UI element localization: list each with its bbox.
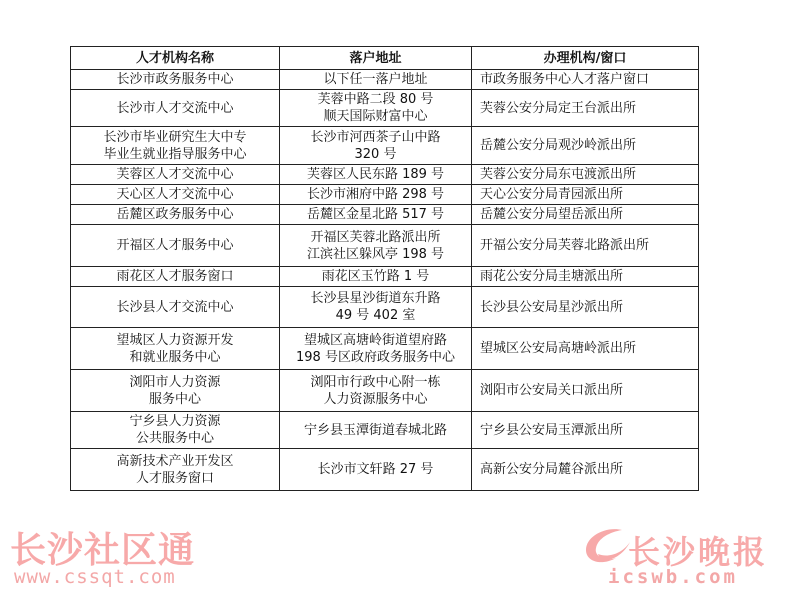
table-row (71, 449, 699, 491)
cell-institution-name (71, 205, 280, 225)
cell-registration-address (280, 267, 472, 287)
table-row (71, 127, 699, 165)
cell-handling-office (472, 370, 699, 412)
cell-line: 毕业生就业指导服务中心 (103, 146, 247, 162)
cell-registration-address (280, 370, 472, 412)
cswb-watermark-title: 长沙晚报 (628, 533, 769, 571)
cell-institution-name (71, 90, 280, 127)
cell-handling-office (472, 412, 699, 449)
cell-handling-office (472, 185, 699, 205)
cell-line: 宁乡县人力资源 (129, 414, 221, 429)
cssqt-watermark-url: www.cssqt.com (14, 566, 176, 588)
cell-institution-name (71, 449, 280, 491)
cell-line: 雨花区人才服务窗口 (116, 269, 234, 284)
table-row (71, 287, 699, 328)
cell-line: 浏阳市行政中心附一栋 (310, 374, 441, 390)
cell-registration-address (280, 165, 472, 185)
table-row (71, 70, 699, 90)
cell-line: 以下任一落户地址 (323, 72, 428, 87)
cell-handling-office (472, 205, 699, 225)
cell-handling-office (472, 90, 699, 127)
cell-line: 320 号 (354, 146, 397, 162)
table-row (71, 328, 699, 370)
cell-registration-address (280, 449, 472, 491)
table-row (71, 412, 699, 449)
cell-line: 望城区人力资源开发 (116, 332, 234, 348)
cell-line: 和就业服务中心 (129, 349, 221, 365)
registration-table (70, 46, 699, 491)
cell-line: 浏阳市公安局关口派出所 (480, 383, 624, 398)
cell-institution-name (71, 370, 280, 412)
cell-line: 市政务服务中心人才落户窗口 (480, 72, 650, 87)
cell-institution-name (71, 165, 280, 185)
table-row (71, 205, 699, 225)
table-row (71, 185, 699, 205)
cell-line: 开福区人才服务中心 (116, 238, 234, 253)
cell-registration-address (280, 185, 472, 205)
cswb-watermark-url: icswb.com (608, 566, 738, 588)
cell-institution-name (71, 328, 280, 370)
cell-line: 49 号 402 室 (335, 308, 416, 323)
cell-registration-address (280, 70, 472, 90)
cell-handling-office (472, 287, 699, 328)
cell-line: 芙蓉公安分局定王台派出所 (480, 100, 637, 116)
cell-line: 开福公安分局芙蓉北路派出所 (480, 238, 650, 253)
cell-line: 雨花区玉竹路 1 号 (321, 269, 430, 284)
cell-line: 岳麓区政务服务中心 (116, 207, 234, 222)
cell-line: 江滨社区躲风亭 198 号 (306, 246, 445, 262)
cell-line: 芙蓉公安分局东屯渡派出所 (480, 167, 637, 182)
cell-line: 长沙县人才交流中心 (116, 299, 234, 315)
table-row (71, 165, 699, 185)
cell-line: 望城区公安局高塘岭派出所 (480, 341, 637, 356)
cell-line: 雨花公安分局圭塘派出所 (480, 269, 624, 284)
cell-registration-address (280, 127, 472, 165)
cell-handling-office (472, 165, 699, 185)
cell-line: 芙蓉区人民东路 189 号 (306, 167, 445, 182)
cell-line: 人力资源服务中心 (323, 391, 428, 407)
table-row (71, 90, 699, 127)
header-registration-address: 落户地址 (280, 47, 472, 70)
table-body (71, 70, 699, 491)
cell-handling-office (472, 70, 699, 90)
cell-line: 人才服务窗口 (135, 470, 214, 486)
cell-line: 岳麓区金星北路 517 号 (306, 207, 445, 222)
cell-institution-name (71, 127, 280, 165)
cell-line: 天心公安分局青园派出所 (480, 187, 624, 202)
cell-institution-name (71, 267, 280, 287)
cell-registration-address (280, 90, 472, 127)
table-header-row (71, 47, 699, 70)
cell-line: 芙蓉区人才交流中心 (116, 167, 234, 182)
cell-line: 望城区高塘岭街道望府路 (303, 332, 447, 348)
cell-line: 长沙市毕业研究生大中专 (103, 129, 247, 145)
cell-line: 长沙县公安局星沙派出所 (480, 299, 624, 315)
cell-line: 高新技术产业开发区 (116, 453, 234, 469)
cell-line: 天心区人才交流中心 (116, 187, 234, 202)
cell-line: 长沙市人才交流中心 (116, 100, 234, 116)
cell-institution-name (71, 225, 280, 267)
cell-registration-address (280, 412, 472, 449)
cell-line: 岳麓公安分局观沙岭派出所 (480, 138, 637, 153)
table-row (71, 225, 699, 267)
cell-line: 开福区芙蓉北路派出所 (310, 229, 441, 245)
cssqt-watermark-title: 长沙社区通 (10, 530, 196, 571)
cell-line: 宁乡县玉潭街道春城北路 (303, 422, 447, 438)
cell-registration-address (280, 205, 472, 225)
cell-handling-office (472, 225, 699, 267)
cell-handling-office (472, 267, 699, 287)
cell-line: 岳麓公安分局望岳派出所 (480, 207, 624, 222)
cell-line: 浏阳市人力资源 (129, 374, 221, 390)
table-row (71, 370, 699, 412)
cell-institution-name (71, 287, 280, 328)
cell-line: 长沙县星沙街道东升路 (310, 291, 441, 306)
cell-handling-office (472, 449, 699, 491)
cell-line: 公共服务中心 (135, 431, 214, 446)
cell-institution-name (71, 412, 280, 449)
header-handling-office: 办理机构/窗口 (472, 47, 699, 70)
cell-line: 长沙市政务服务中心 (116, 72, 234, 87)
cell-line: 198 号区政府政务服务中心 (296, 349, 455, 365)
cell-handling-office (472, 127, 699, 165)
table-row (71, 267, 699, 287)
cell-line: 长沙市河西茶子山中路 (310, 129, 441, 145)
cell-registration-address (280, 287, 472, 328)
cell-line: 芙蓉中路二段 80 号 (317, 92, 434, 107)
cell-registration-address (280, 328, 472, 370)
header-institution-name: 人才机构名称 (71, 47, 280, 70)
cell-handling-office (472, 328, 699, 370)
cell-line: 宁乡县公安局玉潭派出所 (480, 422, 624, 438)
cell-line: 服务中心 (148, 391, 201, 407)
cell-registration-address (280, 225, 472, 267)
cell-line: 长沙市湘府中路 298 号 (306, 187, 445, 202)
cell-institution-name (71, 185, 280, 205)
cell-line: 高新公安分局麓谷派出所 (480, 462, 624, 477)
cell-institution-name (71, 70, 280, 90)
cell-line: 长沙市文轩路 27 号 (317, 462, 434, 477)
cell-line: 顺天国际财富中心 (323, 109, 428, 124)
